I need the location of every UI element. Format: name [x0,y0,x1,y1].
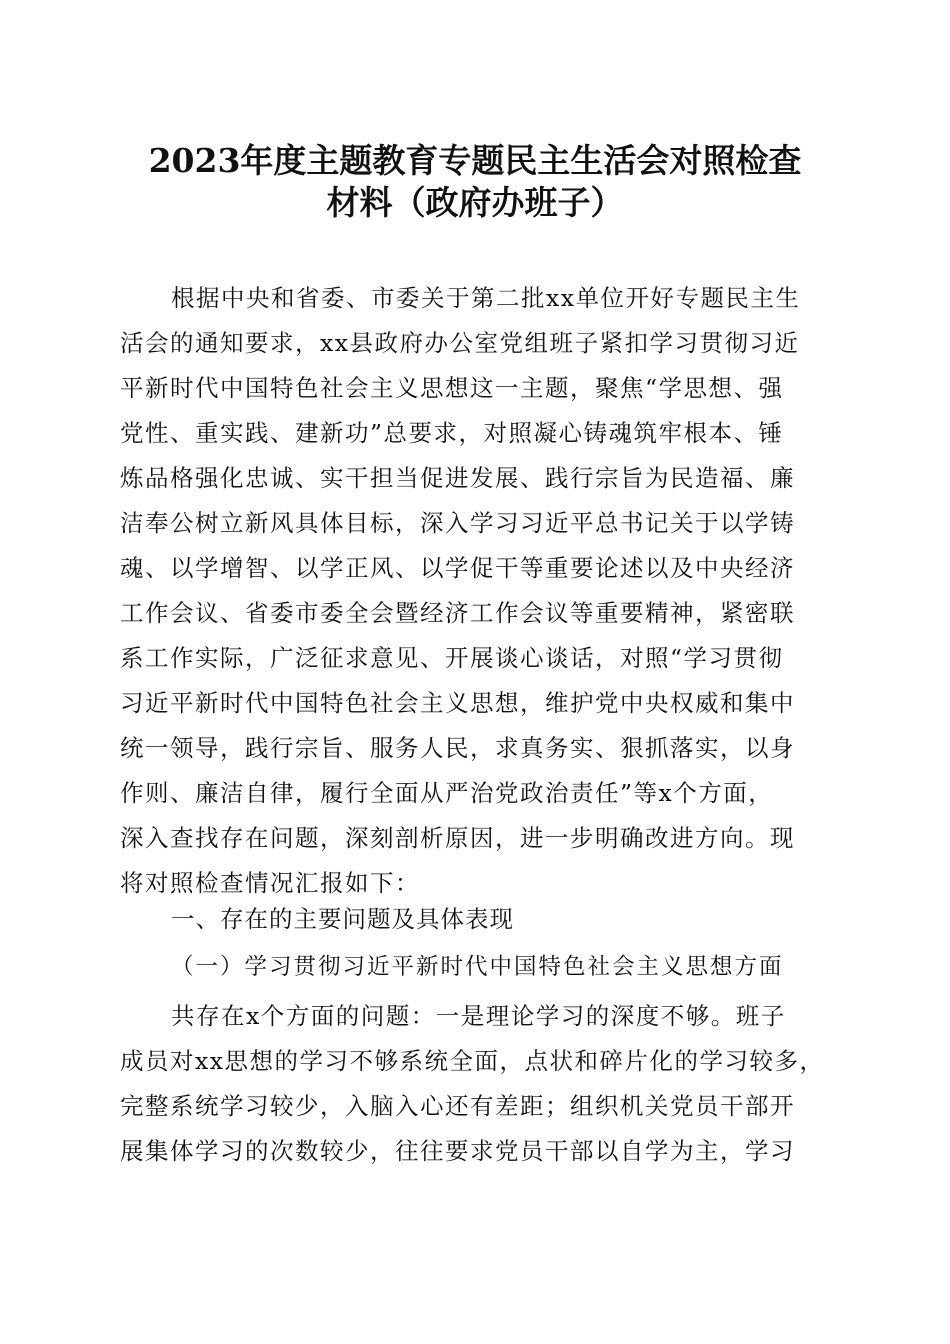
intro-paragraph-line: 洁奉公树立新风具体目标，深入学习习近平总书记关于以学铸 [120,509,795,537]
intro-paragraph-line: 将对照检查情况汇报如下： [120,869,420,897]
section-paragraph-line: 成员对xx思想的学习不够系统全面，点状和碎片化的学习较多， [120,1047,825,1075]
intro-paragraph-line: 统一领导，践行宗旨、服务人民，求真务实、狠抓落实，以身 [120,734,795,762]
section-heading-level-1: 一、存在的主要问题及具体表现 [171,905,514,933]
intro-paragraph-line: 习近平新时代中国特色社会主义思想，维护党中央权威和集中 [120,689,795,717]
intro-paragraph-line: 深入查找存在问题，深刻剖析原因，进一步明确改进方向。现 [120,824,795,852]
intro-paragraph-line: 炼品格强化忠诚、实干担当促进发展、践行宗旨为民造福、廉 [120,464,795,492]
intro-paragraph-line: 工作会议、省委市委全会暨经济工作会议等重要精神，紧密联 [120,599,795,627]
intro-paragraph-line: 魂、以学增智、以学正风、以学促干等重要论述以及中央经济 [120,554,795,582]
intro-paragraph-line: 系工作实际，广泛征求意见、开展谈心谈话，对照“学习贯彻 [120,644,784,672]
intro-paragraph-line: 党性、重实践、建新功”总要求，对照凝心铸魂筑牢根本、锤 [120,419,784,447]
intro-paragraph-line: 作则、廉洁自律，履行全面从严治党政治责任”等x个方面， [120,779,774,807]
section-paragraph-line: 共存在x个方面的问题：一是理论学习的深度不够。班子 [171,1002,786,1030]
intro-paragraph-line: 活会的通知要求，xx县政府办公室党组班子紧扣学习贯彻习近 [120,329,800,357]
document-title-line-2: 材料（政府办班子） [326,183,624,222]
document-title-line-1: 2023年度主题教育专题民主生活会对照检查 [148,141,802,180]
intro-paragraph-line: 平新时代中国特色社会主义思想这一主题，聚焦“学思想、强 [120,374,784,402]
section-paragraph-line: 展集体学习的次数较少，往往要求党员干部以自学为主，学习 [120,1137,795,1165]
section-heading-level-2: （一）学习贯彻习近平新时代中国特色社会主义思想方面 [171,954,784,980]
intro-paragraph-line: 根据中央和省委、市委关于第二批xx单位开好专题民主生 [171,284,801,312]
section-paragraph-line: 完整系统学习较少，入脑入心还有差距；组织机关党员干部开 [120,1092,795,1120]
